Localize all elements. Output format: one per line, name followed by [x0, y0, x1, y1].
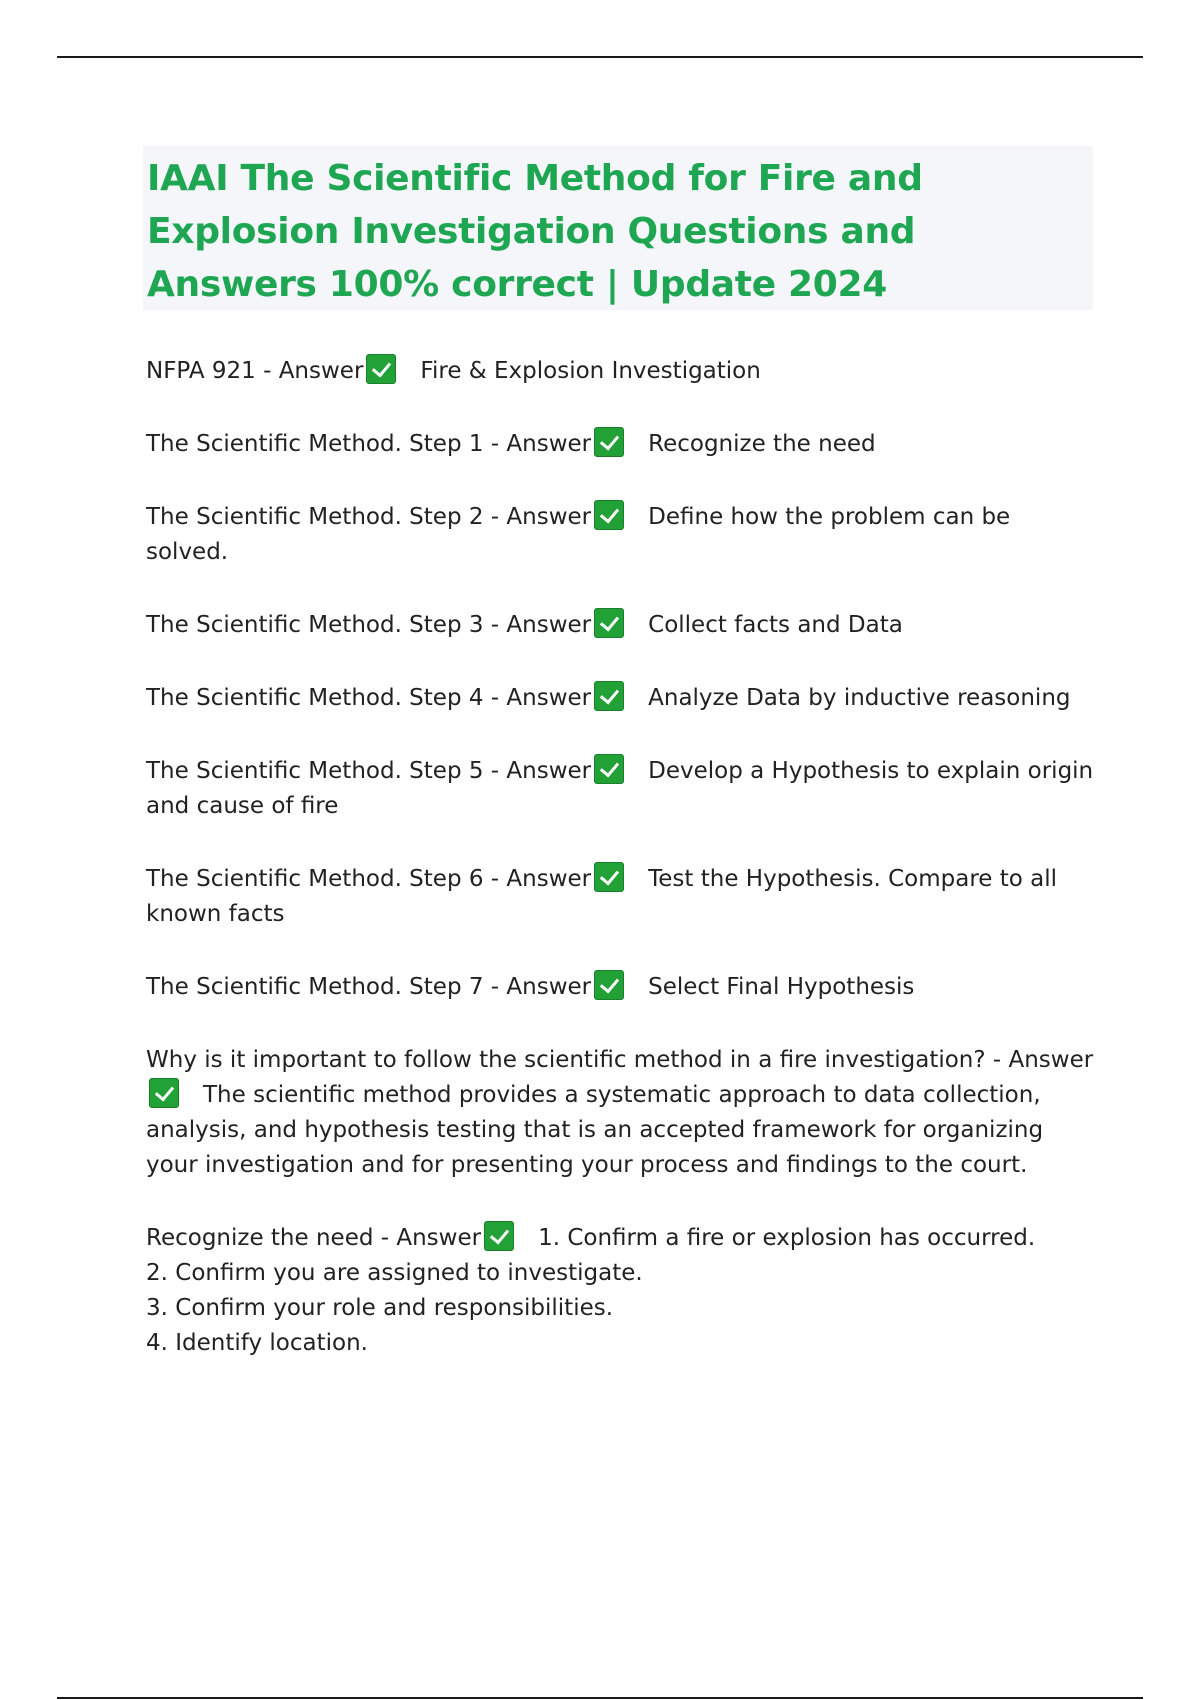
qa-item-step-1	[146, 427, 1096, 462]
qa-item-nfpa	[146, 354, 1096, 389]
check-icon	[366, 354, 396, 384]
qa-question: The Scientific Method. Step 7 - Answer	[146, 974, 592, 1000]
footer-rule	[57, 1697, 1143, 1699]
check-icon	[594, 500, 624, 530]
check-icon	[594, 681, 624, 711]
check-icon	[594, 608, 624, 638]
qa-item-step-3	[146, 608, 1096, 643]
list-item: 4. Identify location.	[146, 1330, 368, 1356]
check-icon	[594, 862, 624, 892]
qa-answer: Develop a Hypothesis to explain origin and cause of fire	[146, 758, 1094, 819]
check-icon	[594, 754, 624, 784]
qa-question: The Scientific Method. Step 2 - Answer	[146, 504, 592, 530]
qa-item-why-important	[146, 1043, 1096, 1183]
qa-answer: The scientific method provides a systematic approach to data collection, analysis, and hypothesis testing that is an accepted framework for organizing your investigation and for presenting your process and findings to the court.	[146, 1082, 1044, 1178]
document-title: IAAI The Scientific Method for Fire and Explosion Investigation Questions and Answers 100% correct | Update 2024	[147, 158, 923, 305]
check-icon	[484, 1221, 514, 1251]
qa-answer: Analyze Data by inductive reasoning	[648, 685, 1071, 711]
list-item: 1. Confirm a fire or explosion has occurred.	[538, 1225, 1036, 1251]
qa-answer: Recognize the need	[648, 431, 876, 457]
qa-item-step-7	[146, 970, 1096, 1005]
list-item: 2. Confirm you are assigned to investigate.	[146, 1260, 643, 1286]
header-rule	[57, 56, 1143, 58]
qa-question: The Scientific Method. Step 1 - Answer	[146, 431, 592, 457]
check-icon	[149, 1078, 179, 1108]
qa-item-recognize-need	[146, 1221, 1096, 1361]
qa-answer: Fire & Explosion Investigation	[420, 358, 761, 384]
qa-item-step-6	[146, 862, 1096, 932]
check-icon	[594, 970, 624, 1000]
qa-question: The Scientific Method. Step 6 - Answer	[146, 866, 592, 892]
qa-answer: Define how the problem can be solved.	[146, 504, 1011, 565]
qa-question: The Scientific Method. Step 3 - Answer	[146, 612, 592, 638]
qa-question: The Scientific Method. Step 5 - Answer	[146, 758, 592, 784]
qa-item-step-5	[146, 754, 1096, 824]
check-icon	[594, 427, 624, 457]
qa-answer: Select Final Hypothesis	[648, 974, 915, 1000]
qa-item-step-2	[146, 500, 1096, 570]
qa-question: NFPA 921 - Answer	[146, 358, 364, 384]
title-banner	[143, 146, 1093, 310]
qa-question: The Scientific Method. Step 4 - Answer	[146, 685, 592, 711]
qa-question: Why is it important to follow the scientific method in a fire investigation? - Answer	[146, 1047, 1094, 1073]
qa-content	[146, 354, 1096, 1399]
qa-item-step-4	[146, 681, 1096, 716]
list-item: 3. Confirm your role and responsibilities.	[146, 1295, 614, 1321]
qa-answer: Test the Hypothesis. Compare to all known facts	[146, 866, 1058, 927]
qa-answer: Collect facts and Data	[648, 612, 903, 638]
qa-question: Recognize the need - Answer	[146, 1225, 482, 1251]
